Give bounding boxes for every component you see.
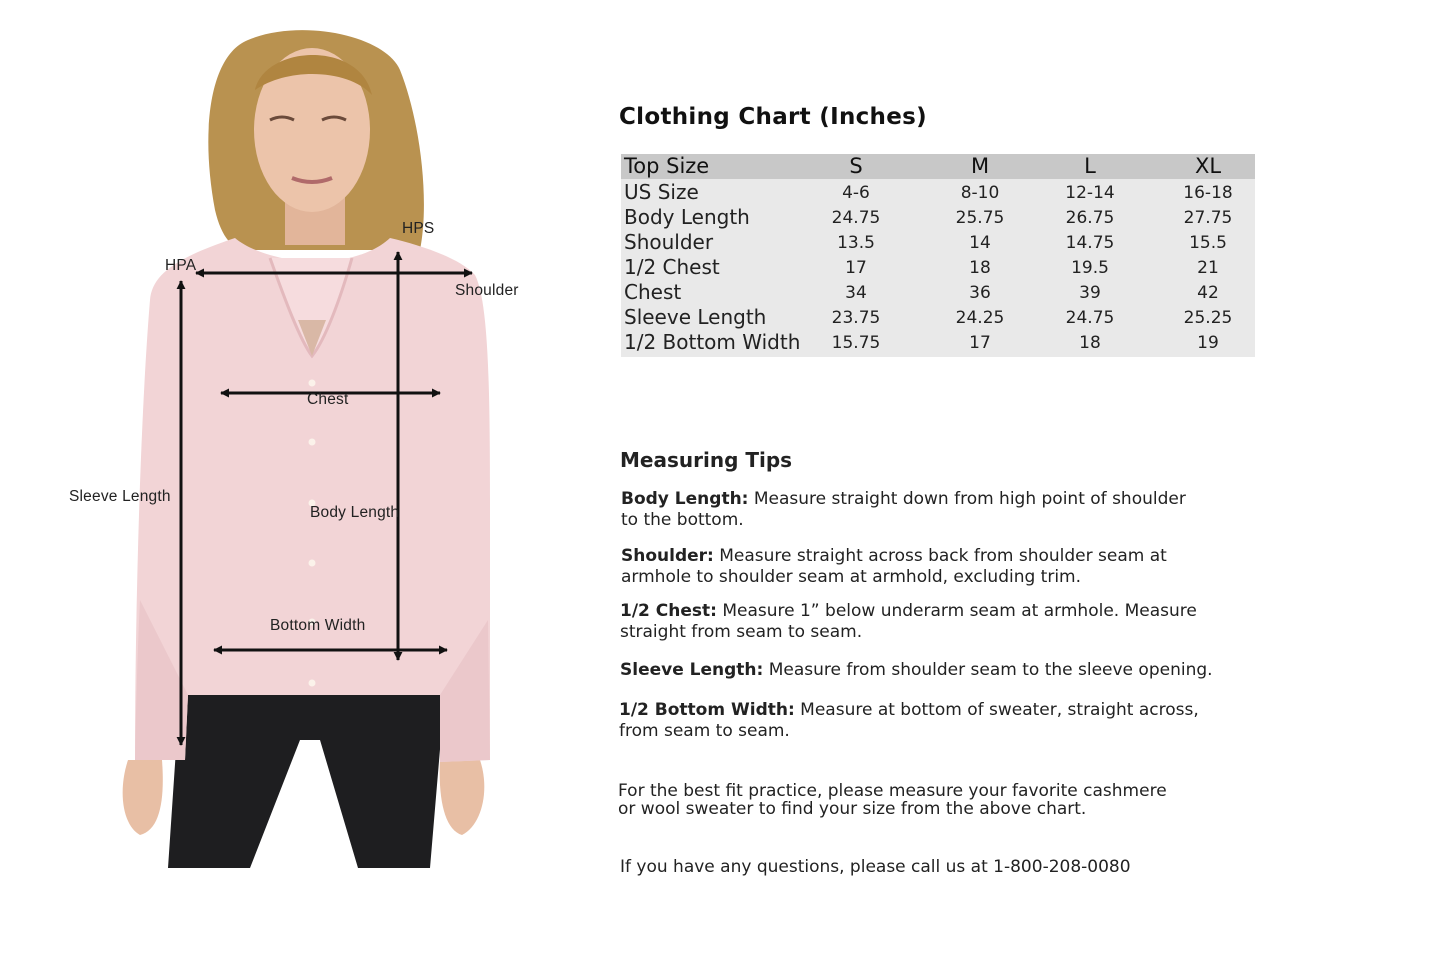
contact-note: If you have any questions, please call us at 1-800-208-0080 <box>620 857 1131 877</box>
tip-term: 1/2 Chest: <box>620 601 717 621</box>
fit-note-line: For the best fit practice, please measure your favorite cashmere <box>618 781 1167 801</box>
header-size-xl: XL <box>1194 154 1222 178</box>
fit-note <box>618 782 1258 818</box>
tip-text: from seam to seam. <box>619 721 790 741</box>
tip-text: Measure 1” below underarm seam at armhole. Measure <box>716 601 1197 621</box>
measurement-illustration <box>0 0 560 963</box>
bottom-width-label: Bottom Width <box>270 617 366 634</box>
table-cell: 14 <box>969 233 991 253</box>
table-row <box>621 205 1255 230</box>
table-cell: 24.75 <box>831 208 881 228</box>
row-label: Body Length <box>624 205 750 229</box>
hpa-label: HPA <box>165 257 197 274</box>
table-cell: 27.75 <box>1183 208 1233 228</box>
table-row <box>621 180 1255 205</box>
row-label: Shoulder <box>624 230 714 254</box>
button-dot <box>309 680 316 687</box>
tip-text: Measure straight down from high point of shoulder <box>748 489 1186 509</box>
table-cell: 42 <box>1197 283 1219 303</box>
table-cell: 14.75 <box>1065 233 1115 253</box>
table-cell: 26.75 <box>1065 208 1115 228</box>
table-cell: 15.75 <box>831 333 881 353</box>
row-label: US Size <box>624 180 699 204</box>
tip-term: Body Length: <box>621 489 749 509</box>
table-cell: 15.5 <box>1189 233 1227 253</box>
table-cell: 36 <box>969 283 991 303</box>
tip-text: straight from seam to seam. <box>620 622 863 642</box>
table-cell: 8-10 <box>960 183 1000 203</box>
table-cell: 17 <box>845 258 867 278</box>
table-cell: 19 <box>1197 333 1219 353</box>
tip-half-chest <box>620 601 1260 643</box>
table-cell: 18 <box>969 258 991 278</box>
shoulder-label: Shoulder <box>455 282 519 299</box>
tip-text: Measure from shoulder seam to the sleeve opening. <box>763 660 1213 680</box>
row-label: Chest <box>624 280 682 304</box>
table-body <box>621 179 1255 357</box>
hps-label: HPS <box>402 220 435 237</box>
body-length-label: Body Length <box>310 504 400 521</box>
table-row <box>621 255 1255 280</box>
table-cell: 17 <box>969 333 991 353</box>
header-size-m: M <box>970 154 990 178</box>
row-label: 1/2 Bottom Width <box>624 330 801 354</box>
table-cell: 12-14 <box>1065 183 1115 203</box>
table-row <box>621 280 1255 305</box>
table-cell: 25.25 <box>1183 308 1233 328</box>
table-row <box>621 330 1255 355</box>
tip-text: Measure straight across back from shoulder seam at <box>713 546 1167 566</box>
button-dot <box>309 380 316 387</box>
size-chart-table <box>621 154 1255 357</box>
table-row <box>621 230 1255 255</box>
tip-term: Sleeve Length: <box>620 660 764 680</box>
table-cell: 21 <box>1197 258 1219 278</box>
fit-note-line: or wool sweater to find your size from the above chart. <box>618 799 1087 819</box>
sleeve-length-label: Sleeve Length <box>69 488 171 505</box>
table-cell: 25.75 <box>955 208 1005 228</box>
table-cell: 34 <box>845 283 867 303</box>
chart-title: Clothing Chart (Inches) <box>619 104 927 130</box>
table-cell: 4-6 <box>842 183 870 203</box>
table-row <box>621 305 1255 330</box>
tip-term: 1/2 Bottom Width: <box>619 700 795 720</box>
row-label: 1/2 Chest <box>624 255 720 279</box>
header-size-s: S <box>849 154 863 178</box>
table-cell: 24.25 <box>955 308 1005 328</box>
row-label: Sleeve Length <box>624 305 767 329</box>
tip-text: armhole to shoulder seam at armhold, excluding trim. <box>621 567 1082 587</box>
model-figure <box>0 0 560 963</box>
left-hand-shape <box>123 760 163 835</box>
table-cell: 18 <box>1079 333 1101 353</box>
pants-shape <box>168 690 445 868</box>
tip-term: Shoulder: <box>621 546 714 566</box>
chest-label: Chest <box>307 391 349 408</box>
tips-title: Measuring Tips <box>620 448 793 472</box>
table-cell: 23.75 <box>831 308 881 328</box>
header-label: Top Size <box>624 154 710 178</box>
right-hand-shape <box>440 760 485 835</box>
table-header-row <box>621 154 1255 179</box>
button-dot <box>309 560 316 567</box>
tip-sleeve-length <box>620 660 1260 681</box>
table-cell: 16-18 <box>1183 183 1233 203</box>
tip-body-length <box>621 489 1261 531</box>
button-dot <box>309 439 316 446</box>
table-cell: 19.5 <box>1071 258 1109 278</box>
tip-bottom-width <box>619 700 1259 742</box>
tip-text: to the bottom. <box>621 510 744 530</box>
table-cell: 24.75 <box>1065 308 1115 328</box>
table-cell: 39 <box>1079 283 1101 303</box>
tip-shoulder <box>621 546 1261 588</box>
tip-text: Measure at bottom of sweater, straight across, <box>794 700 1199 720</box>
header-size-l: L <box>1084 154 1096 178</box>
table-cell: 13.5 <box>837 233 875 253</box>
